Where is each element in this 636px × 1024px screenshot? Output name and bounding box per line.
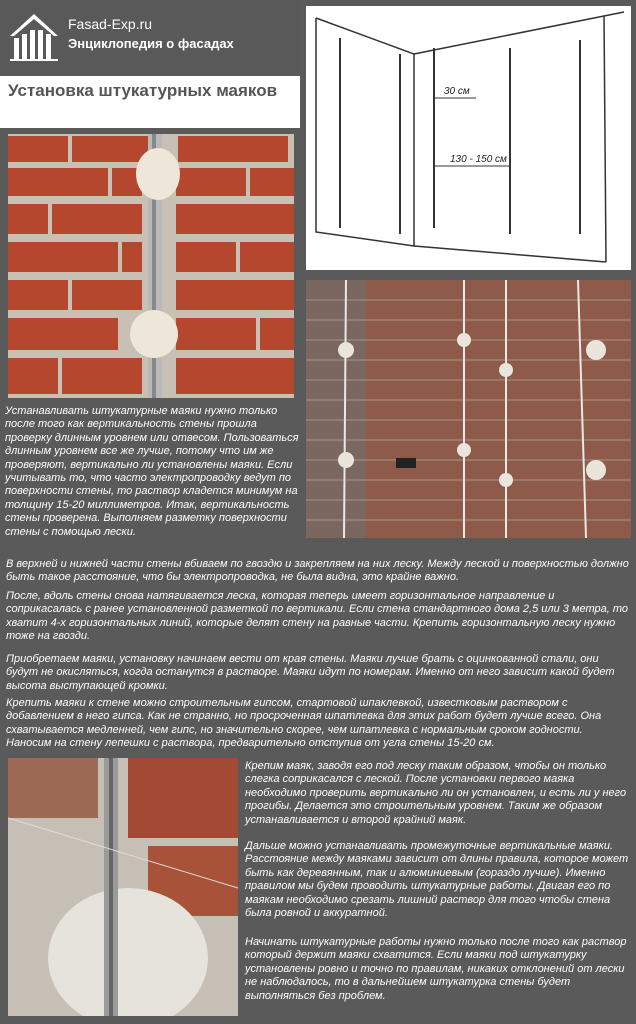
paragraph-6-text: Крепим маяк, заводя его под леску таким образом, чтобы он только слегка соприкасался с леской. После установки первого маяка необходимо проверить вертикально ли он установлен, и есть ли у него прогибы. Делается это строительным уровнем. Таким же образом устанавливается и второй крайний маяк. xyxy=(245,760,627,826)
brick-wall-photo xyxy=(8,134,294,398)
site-name[interactable]: Fasad-Exp.ru xyxy=(68,16,153,32)
paragraph-7-text: Дальше можно устанавливать промежуточные вертикальные маяки. Расстояние между маяками зависит от длины правила, которое может быть как деревянным, так и алюминиевым (гораздо лучше). Именно правилом мы будем проводить штукатурные работы. Двигая его по маякам необходимо срезать лишний раствор для того чтобы стена была ровной и аккуратной. xyxy=(245,840,629,920)
wall-with-beacons-photo xyxy=(306,280,631,538)
paragraph-2-text: В верхней и нижней части стены вбиваем по гвоздю и закрепляем на них леску. Между леской и поверхностью должно быть такое расстояние, что бы электропроводка, не была видна, это крайне важно. xyxy=(6,558,629,584)
diagram-label-30: 30 см xyxy=(444,86,470,97)
paragraph-8-text: Начинать штукатурные работы нужно только после того как раствор который держит маяки схватится. Если маяки под штукатурку установлены ровно и точно по правилам, никаких отклонений от лески не наблюдалось, то в дальнейшем штукатурка стены будет выполняться без проблем. xyxy=(245,936,627,1002)
diagram-label-130-150: 130 - 150 см xyxy=(450,154,507,165)
beacon-closeup-photo xyxy=(8,758,238,1016)
paragraph-1 xyxy=(5,405,303,539)
building-logo-icon[interactable] xyxy=(8,10,60,62)
paragraph-4 xyxy=(6,653,630,693)
paragraph-5 xyxy=(6,697,630,751)
paragraph-8 xyxy=(245,936,633,1003)
paragraph-6 xyxy=(245,760,633,827)
paragraph-2 xyxy=(6,558,630,585)
site-subtitle: Энциклопедия о фасадах xyxy=(68,36,234,51)
paragraph-3-text: После, вдоль стены снова натягивается леска, которая теперь имеет горизонтальное направление и соприкасалась с ранее установленной разметкой по вертикали. Если стена стандартного дома 2,5 или 3 метра, то хватит 4-х горизонтальных линий, которые делят стену на равные части. Крепить горизонтальную леску нужно тоже на гвозди. xyxy=(6,590,629,643)
paragraph-3 xyxy=(6,590,630,644)
paragraph-4-text: Приобретаем маяки, установку начинаем вести от края стены. Маяки лучше брать с оцинкованной стали, они будут не окисляться, когда останутся в растворе. Маяки идут по номерам. Именно от него зависит какой будет высота выступающей кромки. xyxy=(6,653,615,692)
paragraph-1-text: Устанавливать штукатурные маяки нужно только после того как вертикальность стены прошла проверку длинным уровнем или отвесом. Пользоваться длинным уровнем все же лучше, потому что им же проверяют, вертикально ли установлены маяки. Если учитывать то, что часто электропроводку ведут по поверхности стены, то раствор кладется минимум на толщину 15-20 миллиметров. Итак, вертикальность стены проверена. Выполняем разметку поверхности стены с помощью лески. xyxy=(5,405,299,538)
paragraph-7 xyxy=(245,840,633,920)
page-title: Установка штукатурных маяков xyxy=(8,81,278,100)
paragraph-5-text: Крепить маяки к стене можно строительным гипсом, стартовой шпаклевкой, известковым раствором с добавлением в него гипса. Как не странно, но просроченная шпатлевка для этих работ будет лучше всего. Она схватывается медленней, чем гипс, но значительно скорее, чем шпатлевка с нормальным сроком годности. Наносим на стену лепешки с раствора, предварительно отступив от угла стены 15-20 см. xyxy=(6,697,602,750)
beacon-layout-diagram xyxy=(306,6,631,270)
